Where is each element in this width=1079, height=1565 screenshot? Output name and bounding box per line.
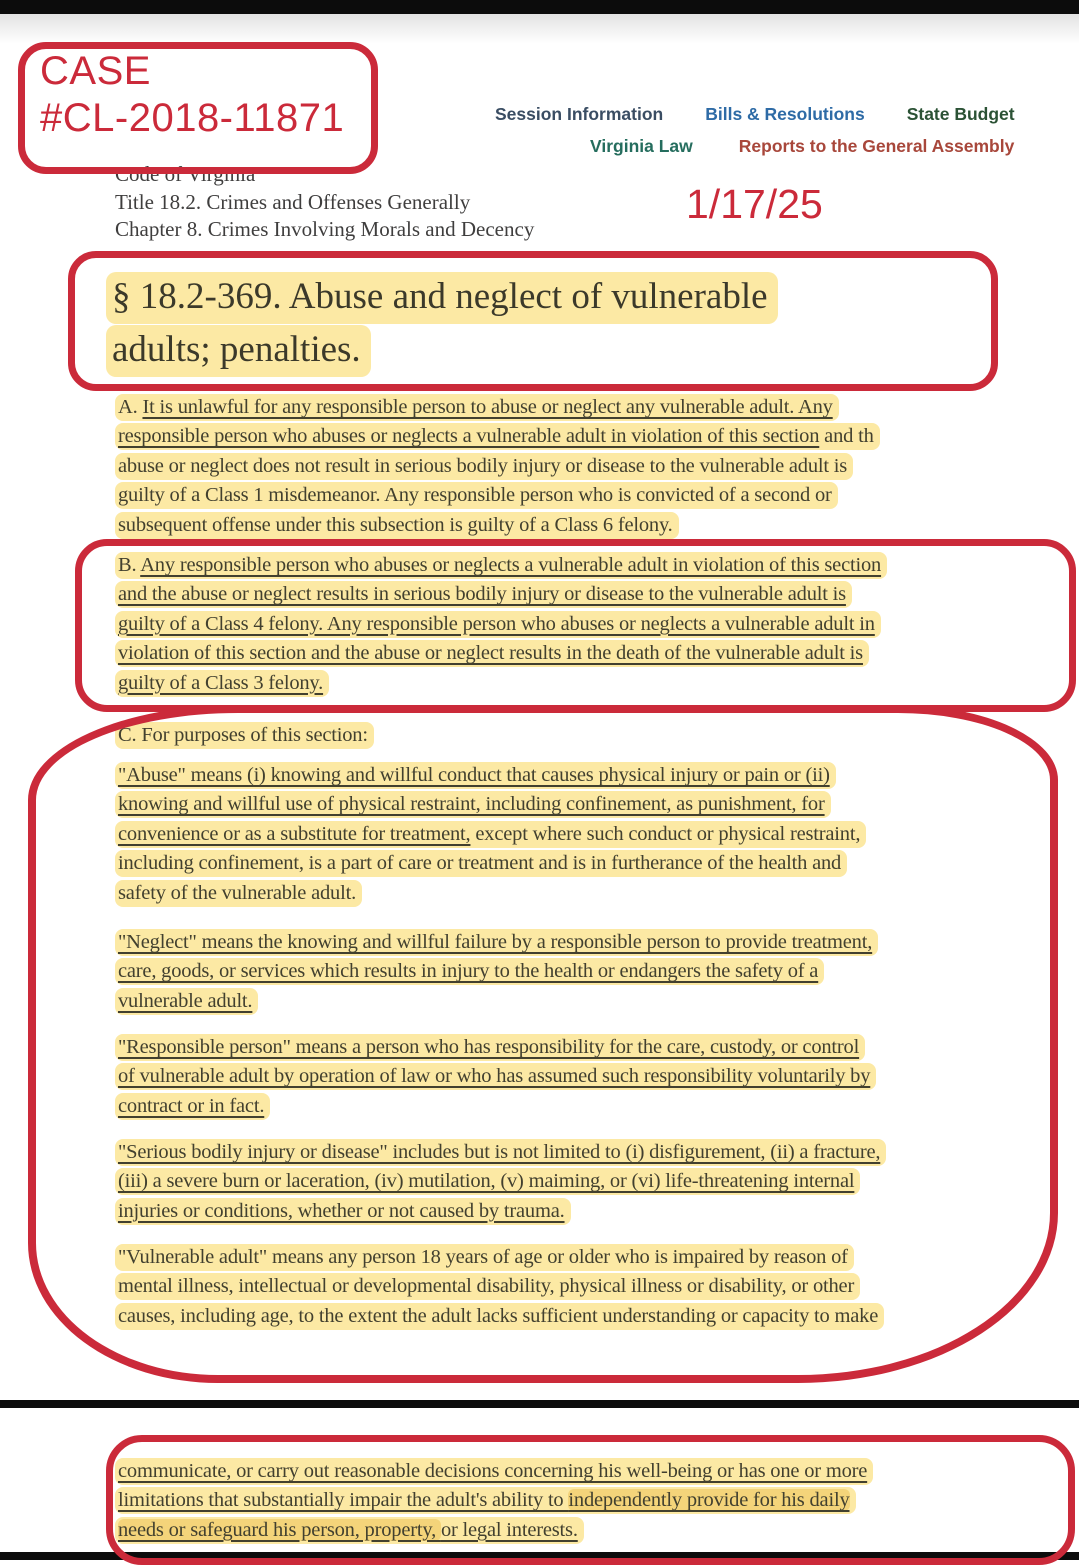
text-line [115, 1198, 886, 1227]
text-line [115, 670, 887, 699]
highlighted-text: "Responsible person" means a person who has responsibility for the care, custody, or control [118, 1036, 860, 1058]
definition-vulnerable-adult [115, 1244, 884, 1332]
text-line [115, 762, 866, 791]
nav-link-state-budget[interactable]: State Budget [906, 104, 1015, 124]
highlighted-text: mental illness, intellectual or developmental disability, physical illness or disability, or other [118, 1275, 855, 1298]
paragraph-continuation [115, 1458, 873, 1546]
breadcrumb [115, 161, 534, 244]
highlighted-text: and the abuse or neglect results in serious bodily injury or disease to the vulnerable adult is [118, 583, 846, 606]
highlighted-text: care, goods, or services which results in injury to the health or endangers the safety of a [118, 960, 819, 983]
text-line [115, 1487, 873, 1516]
highlighted-text: causes, including age, to the extent the adult lacks sufficient understanding or capacity to make [118, 1304, 879, 1327]
definition-serious-bodily-injury [115, 1139, 886, 1227]
highlighted-text: injuries or conditions, whether or not caused by trauma. [118, 1199, 565, 1222]
highlighted-text: C. For purposes of this section: [118, 724, 368, 746]
highlighted-text: (iii) a severe burn or laceration, (iv) mutilation, (v) maiming, or (vi) life-threatening internal [118, 1170, 855, 1193]
definition-responsible-person [115, 1034, 876, 1122]
text-line [115, 850, 866, 879]
text-line [115, 988, 878, 1017]
text-line [115, 1458, 873, 1487]
case-stamp-line1: CASE [40, 49, 151, 93]
highlighted-text: safety of the vulnerable adult. [118, 881, 356, 904]
text-line [115, 1093, 876, 1122]
highlighted-text: vulnerable adult. [118, 989, 253, 1012]
case-stamp [40, 48, 344, 142]
case-stamp-line2: #CL-2018-11871 [40, 96, 345, 140]
text-line [115, 552, 887, 581]
highlighted-text: subsequent offense under this subsection is guilty of a Class 6 felony. [118, 513, 673, 536]
highlighted-text: or legal interests. [440, 1518, 578, 1541]
text-line [115, 640, 887, 669]
highlighted-text: B. [118, 554, 141, 576]
highlighted-text: violation of this section and the abuse or neglect results in the death of the vulnerable adult is [118, 642, 863, 665]
text-line [115, 394, 880, 423]
highlighted-text: It is unlawful for any responsible person to abuse or neglect any vulnerable adult. Any [142, 396, 833, 418]
breadcrumb-line-chapter: Chapter 8. Crimes Involving Morals and Decency [115, 217, 535, 241]
highlighted-text: abuse or neglect does not result in serious bodily injury or disease to the vulnerable adult is [118, 454, 848, 477]
bottom-black-bar [0, 1552, 1079, 1560]
highlighted-text: guilty of a Class 4 felony. Any responsible person who abuses or neglects a vulnerable adult in [118, 612, 875, 635]
highlighted-text: responsible person who abuses or neglects a vulnerable adult in violation of this section [118, 425, 820, 448]
text-line [115, 453, 880, 482]
section-heading [106, 272, 778, 378]
paragraph-a [115, 394, 880, 541]
text-line [115, 1517, 873, 1546]
definition-neglect [115, 929, 878, 1017]
text-line [115, 958, 878, 987]
nav-link-reports-to-the-general-assembly[interactable]: Reports to the General Assembly [738, 136, 1015, 156]
nav-link-virginia-law[interactable]: Virginia Law [590, 136, 693, 156]
text-line [115, 1034, 876, 1063]
highlighted-text: guilty of a Class 3 felony. [118, 671, 324, 694]
text-line [115, 1063, 876, 1092]
text-line [115, 512, 880, 541]
text-line [115, 581, 887, 610]
text-line [115, 611, 887, 640]
double-highlighted-text: needs or safeguard his person, property, [118, 1518, 441, 1541]
text-line [115, 1303, 884, 1332]
text-line [115, 1139, 886, 1168]
text-line [115, 791, 866, 820]
highlighted-text: limitations that substantially impair the adult's ability to [118, 1489, 569, 1512]
paragraph-b [115, 552, 887, 699]
breadcrumb-line-code: Code of Virginia [115, 162, 256, 186]
highlighted-text: contract or in fact. [118, 1094, 265, 1117]
section-heading-line: adults; penalties. [106, 325, 778, 378]
text-line [115, 821, 866, 850]
highlighted-text: and th [819, 425, 874, 448]
text-line [115, 880, 866, 909]
text-line [115, 1168, 886, 1197]
highlighted-text: "Neglect" means the knowing and willful failure by a responsible person to provide treatment, [118, 931, 873, 953]
double-highlighted-text: independently provide for his daily [568, 1489, 850, 1512]
breadcrumb-line-title: Title 18.2. Crimes and Offenses Generally [115, 189, 471, 214]
site-nav-row-2 [590, 136, 1014, 157]
top-black-bar [0, 0, 1079, 14]
text-line [115, 1244, 884, 1273]
highlighted-text: "Vulnerable adult" means any person 18 years of age or older who is impaired by reason of [118, 1246, 848, 1268]
text-line [115, 1273, 884, 1302]
site-nav-row-1 [495, 104, 1015, 125]
highlighted-text: except where such conduct or physical restraint, [470, 822, 861, 845]
highlighted-text: communicate, or carry out reasonable decisions concerning his well-being or has one or more [118, 1460, 868, 1482]
highlighted-text: knowing and willful use of physical restraint, including confinement, as punishment, for [118, 793, 825, 816]
highlighted-text: "Serious bodily injury or disease" includes but is not limited to (i) disfigurement, (ii) a fracture, [118, 1141, 881, 1163]
highlighted-text: of vulnerable adult by operation of law or who has assumed such responsibility voluntarily by [118, 1065, 871, 1088]
top-gradient [0, 14, 1079, 44]
text-line [115, 423, 880, 452]
paragraph-c-intro [115, 722, 374, 751]
nav-link-bills-resolutions[interactable]: Bills & Resolutions [705, 104, 865, 124]
highlighted-text: convenience or as a substitute for treatment, [118, 822, 471, 845]
highlighted-text: "Abuse" means (i) knowing and willful conduct that causes physical injury or pain or (ii) [118, 764, 830, 786]
date-annotation: 1/17/25 [686, 181, 823, 227]
highlighted-text: Any responsible person who abuses or neglects a vulnerable adult in violation of this section [140, 554, 882, 576]
highlighted-text: A. [118, 396, 143, 418]
definition-abuse [115, 762, 866, 909]
text-line [115, 929, 878, 958]
highlighted-text: guilty of a Class 1 misdemeanor. Any responsible person who is convicted of a second or [118, 484, 832, 507]
highlighted-text: including confinement, is a part of care or treatment and is in furtherance of the health and [118, 852, 842, 875]
text-line [115, 482, 880, 511]
text-line [115, 722, 374, 751]
middle-black-bar [0, 1400, 1079, 1408]
section-heading-line: § 18.2-369. Abuse and neglect of vulnerable [106, 272, 778, 325]
nav-link-session-information[interactable]: Session Information [495, 104, 664, 124]
